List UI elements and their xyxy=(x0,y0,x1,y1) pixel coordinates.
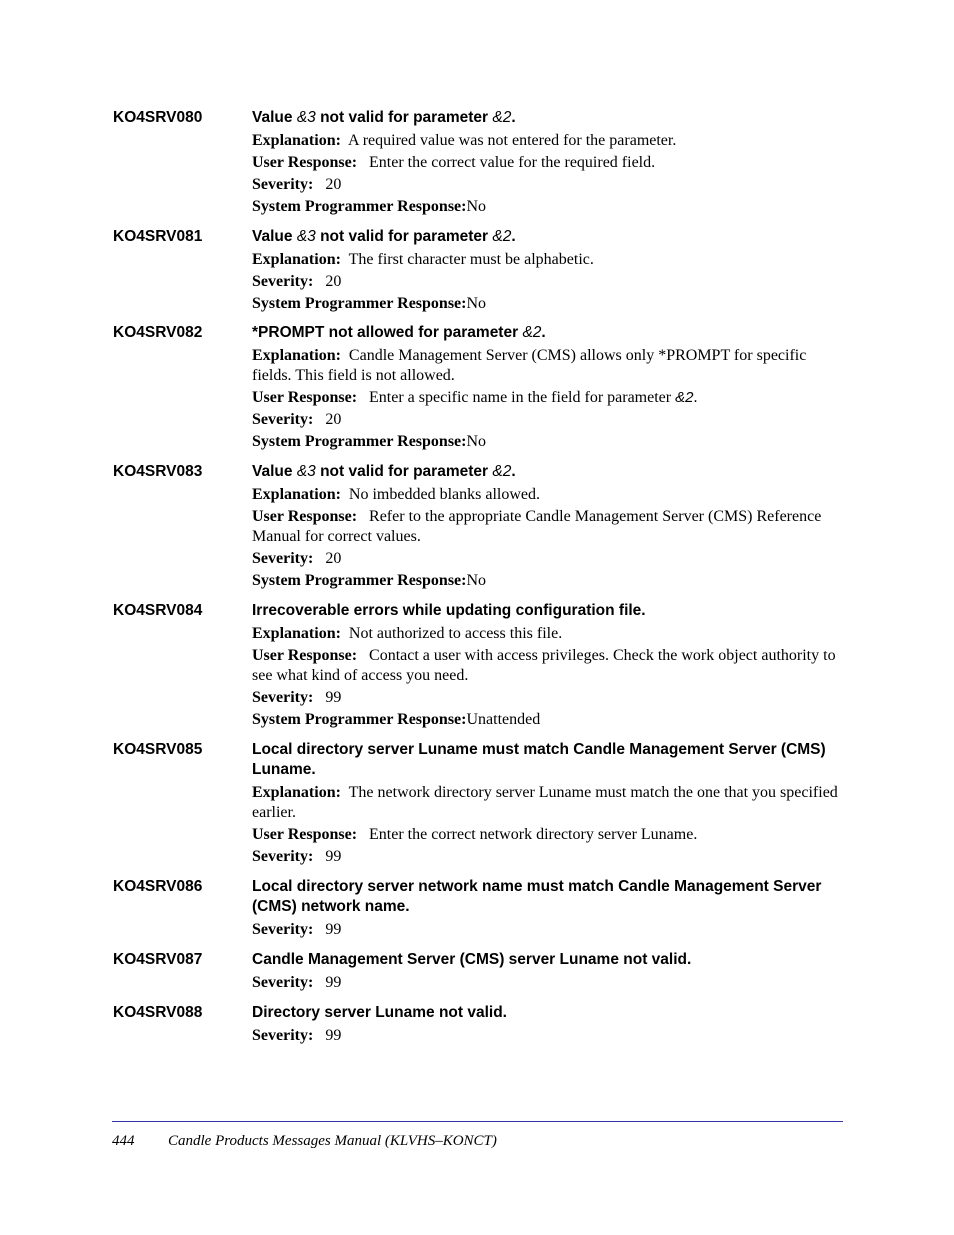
message-body xyxy=(252,323,844,454)
explanation-text: No imbedded blanks allowed. xyxy=(348,486,540,503)
user-response-label: User Response: xyxy=(252,389,358,406)
user-response-label: User Response: xyxy=(252,647,358,664)
system-programmer-response xyxy=(252,197,844,217)
user-response xyxy=(252,825,844,845)
explanation-text: Candle Management Server (CMS) allows only *PROMPT for specific fields. This field is not allowed. xyxy=(252,347,807,384)
user-response-label: User Response: xyxy=(252,154,358,171)
severity-value: 20 xyxy=(325,411,342,428)
explanation-text: The first character must be alphabetic. xyxy=(348,251,594,268)
message-id: KO4SRV085 xyxy=(113,741,203,758)
explanation xyxy=(252,783,844,823)
variable: &3 xyxy=(296,109,316,126)
explanation-label: Explanation: xyxy=(252,132,341,149)
explanation-text: A required value was not entered for the parameter. xyxy=(348,132,677,149)
message-id: KO4SRV080 xyxy=(113,109,203,126)
message-body xyxy=(252,1003,844,1048)
message-id: KO4SRV087 xyxy=(113,951,203,968)
severity-value: 99 xyxy=(325,921,342,938)
system-programmer-response xyxy=(252,571,844,591)
message-body xyxy=(252,227,844,316)
severity-label: Severity: xyxy=(252,550,314,567)
message-body xyxy=(252,462,844,593)
system-programmer-response xyxy=(252,294,844,314)
variable: &3 xyxy=(296,228,316,245)
user-response-label: User Response: xyxy=(252,826,358,843)
explanation-label: Explanation: xyxy=(252,347,341,364)
user-response: User Response: Enter a specific name in the field for parameter &2. xyxy=(252,389,698,406)
message-title: Irrecoverable errors while updating configuration file. xyxy=(252,602,646,619)
message-id: KO4SRV086 xyxy=(113,878,203,895)
message-body xyxy=(252,877,844,942)
severity-value: 20 xyxy=(325,550,342,567)
sys-prog-value: No xyxy=(466,198,487,215)
user-response-text: Contact a user with access privileges. Check the work object authority to see what kind of access you need. xyxy=(252,647,836,684)
system-programmer-response xyxy=(252,432,844,452)
severity xyxy=(252,1026,844,1046)
message-title: Local directory server network name must match Candle Management Server (CMS) network name. xyxy=(252,878,822,915)
sys-prog-label: System Programmer Response: xyxy=(252,572,467,589)
explanation-label: Explanation: xyxy=(252,486,341,503)
user-response-text: Refer to the appropriate Candle Management Server (CMS) Reference Manual for correct values. xyxy=(252,508,822,545)
severity-value: 20 xyxy=(325,273,342,290)
variable: &2 xyxy=(522,324,542,341)
system-programmer-response xyxy=(252,710,844,730)
message-body xyxy=(252,950,844,995)
severity-value: 99 xyxy=(325,689,342,706)
sys-prog-label: System Programmer Response: xyxy=(252,433,467,450)
variable: &2 xyxy=(492,463,512,480)
explanation xyxy=(252,250,844,270)
sys-prog-value: Unattended xyxy=(466,711,541,728)
explanation xyxy=(252,624,844,644)
severity-value: 99 xyxy=(325,974,342,991)
user-response xyxy=(252,646,844,686)
explanation-label: Explanation: xyxy=(252,625,341,642)
severity xyxy=(252,272,844,292)
explanation-label: Explanation: xyxy=(252,251,341,268)
variable: &3 xyxy=(296,463,316,480)
sys-prog-label: System Programmer Response: xyxy=(252,198,467,215)
message-body xyxy=(252,601,844,732)
user-response-text: Enter a specific name in the field for parameter xyxy=(369,389,676,406)
message-title: Candle Management Server (CMS) server Luname not valid. xyxy=(252,951,692,968)
severity xyxy=(252,549,844,569)
severity-label: Severity: xyxy=(252,1027,314,1044)
message-title: Value &3 not valid for parameter &2. xyxy=(252,109,516,126)
message-body xyxy=(252,108,844,219)
explanation xyxy=(252,485,844,505)
message-id: KO4SRV084 xyxy=(113,602,203,619)
message-id: KO4SRV083 xyxy=(113,463,203,480)
variable: &2 xyxy=(492,109,512,126)
severity-label: Severity: xyxy=(252,974,314,991)
sys-prog-label: System Programmer Response: xyxy=(252,295,467,312)
message-title: Local directory server Luname must match Candle Management Server (CMS) Luname. xyxy=(252,741,826,778)
severity-label: Severity: xyxy=(252,689,314,706)
severity xyxy=(252,410,844,430)
user-response-text: Enter the correct network directory server Luname. xyxy=(369,826,698,843)
explanation-text: Not authorized to access this file. xyxy=(348,625,563,642)
message-id: KO4SRV081 xyxy=(113,228,203,245)
message-id: KO4SRV088 xyxy=(113,1004,203,1021)
variable: &2 xyxy=(492,228,512,245)
sys-prog-value: No xyxy=(466,572,487,589)
explanation xyxy=(252,346,844,386)
user-response xyxy=(252,153,844,173)
variable: &2 xyxy=(675,389,694,406)
message-body xyxy=(252,740,844,869)
severity-label: Severity: xyxy=(252,848,314,865)
message-title: Directory server Luname not valid. xyxy=(252,1004,507,1021)
severity-label: Severity: xyxy=(252,176,314,193)
severity xyxy=(252,973,844,993)
severity-label: Severity: xyxy=(252,273,314,290)
severity-label: Severity: xyxy=(252,411,314,428)
user-response-text: Enter the correct value for the required field. xyxy=(369,154,656,171)
user-response xyxy=(252,507,844,547)
severity xyxy=(252,847,844,867)
severity xyxy=(252,920,844,940)
explanation xyxy=(252,131,844,151)
severity-value: 20 xyxy=(325,176,342,193)
severity xyxy=(252,688,844,708)
manual-title: Candle Products Messages Manual (KLVHS–KONCT) xyxy=(168,1133,497,1149)
message-title: Value &3 not valid for parameter &2. xyxy=(252,463,516,480)
user-response-label: User Response: xyxy=(252,508,358,525)
explanation-text: The network directory server Luname must match the one that you specified earlier. xyxy=(252,784,838,821)
severity-label: Severity: xyxy=(252,921,314,938)
footer-rule xyxy=(112,1121,843,1122)
severity-value: 99 xyxy=(325,1027,342,1044)
message-title: *PROMPT not allowed for parameter &2. xyxy=(252,324,546,341)
message-id: KO4SRV082 xyxy=(113,324,203,341)
explanation-label: Explanation: xyxy=(252,784,341,801)
message-title: Value &3 not valid for parameter &2. xyxy=(252,228,516,245)
sys-prog-label: System Programmer Response: xyxy=(252,711,467,728)
severity-value: 99 xyxy=(325,848,342,865)
severity xyxy=(252,175,844,195)
sys-prog-value: No xyxy=(466,295,487,312)
page-number: 444 xyxy=(112,1133,135,1149)
sys-prog-value: No xyxy=(466,433,487,450)
